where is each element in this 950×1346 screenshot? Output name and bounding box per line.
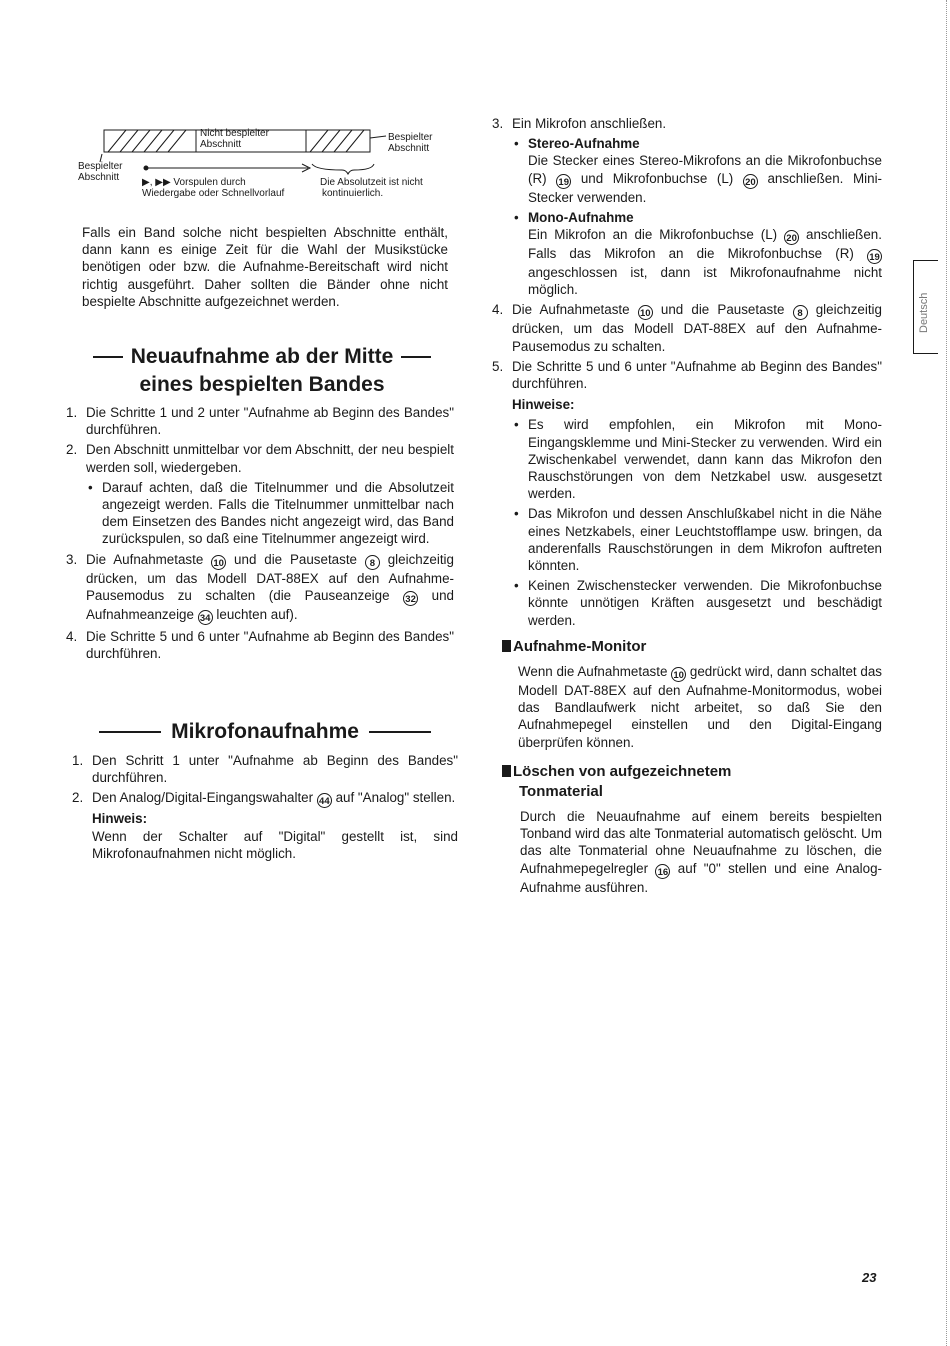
pause-button-ref: 8 [793,305,808,320]
list-item: 3. Ein Mikrofon anschließen. • Stereo-Aufnahme Die Stecker eines Stereo-Mikrofons an die Mikrofonbuchse (R) 19 und Mikrofonbuchse (L) 20 anschließen. Mini-Stecker verwenden. • Mono-Aufnahme Ein Mikrofon an die Mikrofonbuchse (L) 20 anschließen. Falls das Mikrofon an die Mikrofonbuchse (R) 19 angeschlossen ist, dann ist Mikrofonaufnahme nicht möglich. [492,116,882,298]
intro-paragraph: Falls ein Band solche nicht bespielten Abschnitte enthält, dann kann es einige Zeit für die Wahl der Musikstücke benötigen oder bzw. die Aufnahme-Bereitschaft wird nicht richtig ausgeführt. Daher sollten die Bänder ohne nicht bespielte Abschnitte aufgezeichnet werden. [82,225,448,309]
hint-item: • Das Mikrofon und dessen Anschlußkabel nicht in die Nähe eines Netzkabels, einer Leuchtstofflampe usw. bringen, da anderenfalls Rauschstörungen in dem Mikrofon auftreten könnten. [514,506,882,574]
list-item: 2. Den Analog/Digital-Eingangswahalter 44 auf "Analog" stellen. Hinweis: Wenn der Schalter auf "Digital" gestellt ist, sind Mikrofonaufnahmen nicht möglich. [72,790,458,861]
page-number: 23 [862,1270,877,1285]
new-recording-steps [66,404,454,665]
record-button-ref: 10 [638,305,653,320]
list-item: 1. Die Schritte 1 und 2 unter "Aufnahme ab Beginn des Bandes" durchführen. [66,405,454,438]
recorded-section-label-left: Bespielter Abschnitt [78,161,123,183]
square-bullet-icon [502,765,511,777]
page-edge-line [946,0,947,1346]
language-tab: Deutsch [913,260,938,354]
monitor-paragraph: Wenn die Aufnahmetaste 10 gedrückt wird, dann schaltet das Modell DAT-88EX auf den Aufnahme-Monitormodus, wobei das Bandlaufwerk nicht arbeitet, so daß Sie den Aufnahmepegel einstellen und den Digital-Eingang überprüfen können. [518,664,882,750]
playback-note: ▶, ▶▶ Vorspulen durch Wiedergabe oder Schnellvorlauf [142,177,285,199]
list-item: 3. Die Aufnahmetaste 10 und die Pausetaste 8 gleichzeitig drücken, um das Modell DAT-88EX auf den Aufnahme-Pausemodus zu schalten (die Pauseanzeige 32 und Aufnahmeanzeige 34 leuchten auf). [66,551,454,624]
hint-item: • Keinen Zwischenstecker verwenden. Die Mikrofonbuchse könnte unnötigen Kräften ausgesetzt und beschädigt werden. [514,578,882,628]
list-item: 1. Den Schritt 1 unter "Aufnahme ab Beginn des Bandes" durchführen. [72,753,458,786]
microphone-steps-continued [492,115,882,632]
monitor-heading: Aufnahme-Monitor [502,637,646,657]
list-item: 4. Die Aufnahmetaste 10 und die Pausetaste 8 gleichzeitig drücken, um das Modell DAT-88EX auf den Aufnahme-Pausemodus zu schalten. [492,302,882,354]
microphone-steps [72,752,458,865]
rec-level-control-ref: 16 [655,864,670,879]
erase-heading: Löschen von aufgezeichnetem Tonmaterial [502,762,882,802]
list-item: 5. Die Schritte 5 und 6 unter "Aufnahme ab Beginn des Bandes" durchführen. Hinweise: • Es wird empfohlen, ein Mikrofon mit Mono-Eingangsklemme und Mini-Stecker zu verwenden. Wird ein Zwischenkabel verwendet, dann kann das Mikrofon den Rauschstörungen von dem Netzkabel usw. ausgesetzt werden. • Das Mikrofon und dessen Anschlußkabel nicht in die Nähe eines Netzkabels, einer Leuchtstofflampe usw. bringen, da anderenfalls Rauschstörungen in dem Mikrofon auftreten könnten. • Keinen Zwischenstecker verwenden. Die Mikrofonbuchse könnte unnötigen Kräften ausgesetzt und beschädigt werden. [492,358,882,628]
pause-button-ref: 8 [365,555,380,570]
record-button-ref: 10 [211,555,226,570]
tape-section-diagram [76,124,456,204]
pause-indicator-ref: 32 [403,591,418,606]
hints-heading: Hinweise: [512,397,575,413]
list-item: 4. Die Schritte 5 und 6 unter "Aufnahme ab Beginn des Bandes" durchführen. [66,628,454,662]
mic-jack-l-ref: 20 [743,174,758,189]
mic-jack-l-ref: 20 [784,230,799,245]
record-button-ref: 10 [671,667,686,682]
bullet-item-mono: • Mono-Aufnahme Ein Mikrofon an die Mikrofonbuchse (L) 20 anschließen. Falls das Mikrofon an die Mikrofonbuchse (R) 19 angeschlossen ist, dann ist Mikrofonaufnahme nicht möglich. [514,209,882,298]
unrecorded-section-label: Nicht bespielter Abschnitt [200,128,269,150]
play-ff-icon: ▶, ▶▶ [142,177,174,188]
record-indicator-ref: 34 [198,610,213,625]
section-heading-microphone: Mikrofonaufnahme [72,718,458,746]
section-heading-new-recording: Neuaufnahme ab der Mitte eines bespielten Bandes [62,343,462,399]
mic-jack-r-ref: 19 [867,249,882,264]
bullet-item: • Darauf achten, daß die Titelnummer und die Absolutzeit angezeigt werden. Falls die Titelnummer unmittelbar nach dem Einsetzen des Bandes nicht angezeigt wird, das Band zurückspulen, so daß eine Titelnummer angezeigt wird. [88,479,454,547]
note-heading: Hinweis: [92,811,148,827]
hint-item: • Es wird empfohlen, ein Mikrofon mit Mono-Eingangsklemme und Mini-Stecker zu verwenden. Wird ein Zwischenkabel verwendet, dann kann das Mikrofon den Rauschstörungen von dem Netzkabel usw. ausgesetzt werden. [514,417,882,502]
mic-jack-r-ref: 19 [556,174,571,189]
bullet-item-stereo: • Stereo-Aufnahme Die Stecker eines Stereo-Mikrofons an die Mikrofonbuchse (R) 19 und Mikrofonbuchse (L) 20 anschließen. Mini-Stecker verwenden. [514,136,882,205]
square-bullet-icon [502,640,511,652]
erase-paragraph: Durch die Neuaufnahme auf einem bereits bespielten Tonband wird das alte Tonmaterial automatisch gelöscht. Um das alte Tonmaterial ohne Neuaufnahme zu löschen, die Aufnahmepegelregler 16 auf "0" stellen und eine Analog-Aufnahme ausführen. [520,809,882,895]
input-selector-ref: 44 [317,793,332,808]
note-text: Wenn der Schalter auf "Digital" gestellt ist, sind Mikrofonaufnahmen nicht möglich. [92,828,458,861]
recorded-section-label-right: Bespielter Abschnitt [388,132,433,154]
absolute-time-note: Die Absolutzeit ist nicht kontinuierlich. [320,177,423,199]
list-item: 2. Den Abschnitt unmittelbar vor dem Abschnitt, der neu bespielt werden soll, wiedergeben. • Darauf achten, daß die Titelnummer und die Absolutzeit angezeigt werden. Falls die Titelnummer unmittelbar nach dem Einsetzen des Bandes nicht angezeigt wird, das Band zurückspulen, so daß eine Titelnummer angezeigt wird. [66,442,454,547]
